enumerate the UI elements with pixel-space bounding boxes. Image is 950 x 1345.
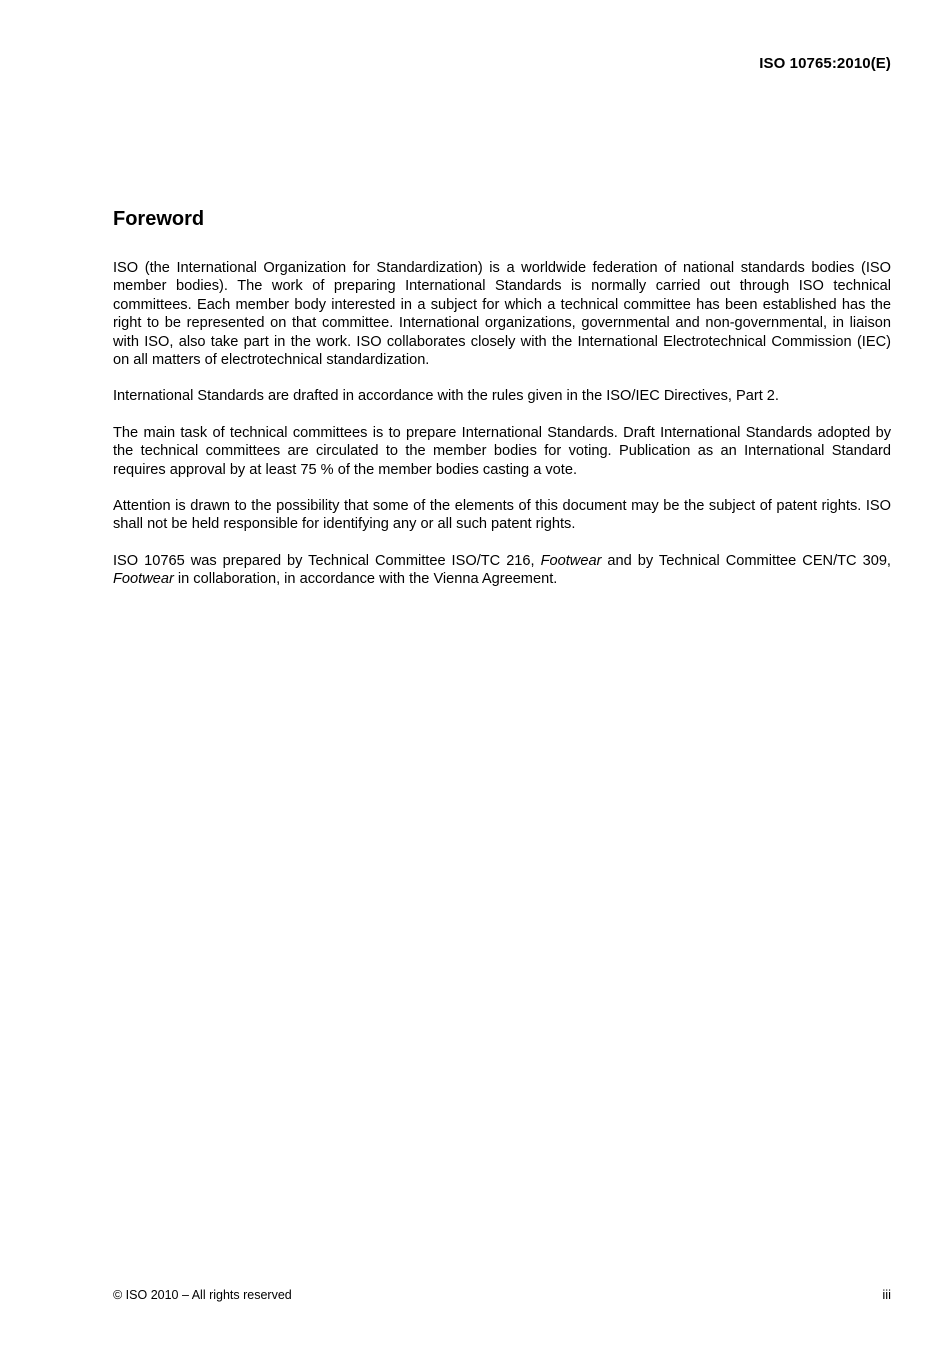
paragraph-preparation xyxy=(113,552,891,589)
paragraph-iso-overview: ISO (the International Organization for Standardization) is a worldwide federation of national standards bodies (ISO member bodies). The work of preparing International Standards is normally carried out through ISO technical committees. Each member body interested in a subject for which a technical committee has been established has the right to be represented on that committee. International organizations, governmental and non-governmental, in liaison with ISO, also take part in the work. ISO collaborates closely with the International Electrotechnical Commission (IEC) on all matters of electrotechnical standardization. xyxy=(113,260,891,369)
preparation-italic-1: Footwear xyxy=(540,552,602,569)
preparation-text-1: ISO 10765 was prepared by Technical Committee ISO/TC 216, xyxy=(113,552,541,569)
preparation-text-3: in collaboration, in accordance with the Vienna Agreement. xyxy=(173,571,558,588)
paragraph-committee-task: The main task of technical committees is to prepare International Standards. Draft International Standards adopted by the technical committees are circulated to the member bodies for voting. Publication as an International Standard requires approval by at least 75 % of the member bodies casting a vote. xyxy=(113,424,891,478)
preparation-text-2: and by Technical Committee CEN/TC 309, xyxy=(601,552,891,569)
preparation-italic-2: Footwear xyxy=(113,571,174,588)
footer-page-number: iii xyxy=(882,1287,891,1302)
section-title: Foreword xyxy=(113,208,205,230)
foreword-body xyxy=(113,259,891,607)
document-id-header: ISO 10765:2010(E) xyxy=(759,55,891,72)
paragraph-patent-notice: Attention is drawn to the possibility that some of the elements of this document may be the subject of patent rights. ISO shall not be held responsible for identifying any or all such patent rights. xyxy=(113,498,891,533)
footer-copyright: © ISO 2010 – All rights reserved xyxy=(113,1288,292,1302)
paragraph-directives: International Standards are drafted in accordance with the rules given in the ISO/IEC Directives, Part 2. xyxy=(113,388,779,405)
